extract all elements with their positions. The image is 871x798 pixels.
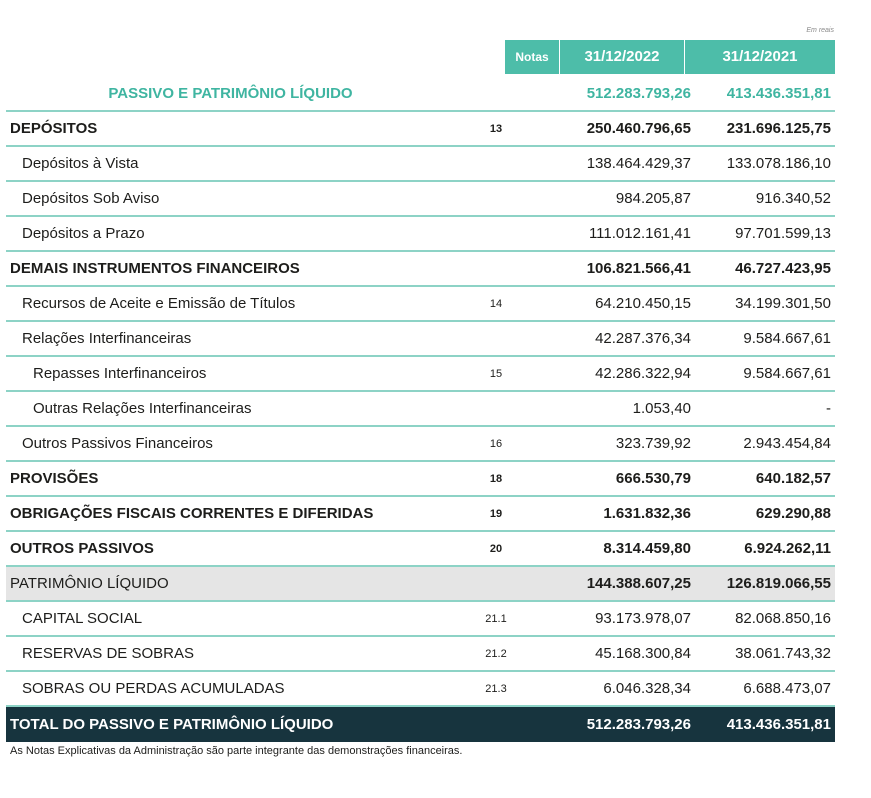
table-row: [6, 287, 835, 322]
table-row: [6, 427, 835, 462]
title-value-2022: 512.283.793,26: [586, 85, 691, 102]
row-nota: 21.1: [485, 612, 507, 625]
row-value-2022: 42.287.376,34: [595, 330, 691, 347]
header-2021: 31/12/2021: [684, 40, 835, 74]
table-row: [6, 462, 835, 497]
table-row: [6, 497, 835, 532]
table-row: [6, 322, 835, 357]
row-value-2021: 46.727.423,95: [735, 260, 831, 277]
row-value-2022: 93.173.978,07: [595, 610, 691, 627]
row-label: OUTROS PASSIVOS: [10, 540, 154, 557]
row-label: PATRIMÔNIO LÍQUIDO: [10, 575, 169, 592]
header-notas: Notas: [515, 50, 549, 64]
row-nota: 13: [489, 122, 503, 135]
row-value-2021: 133.078.186,10: [726, 155, 831, 172]
row-value-2022: 144.388.607,25: [586, 575, 691, 592]
row-value-2022: 45.168.300,84: [595, 645, 691, 662]
row-label: OBRIGAÇÕES FISCAIS CORRENTES E DIFERIDAS: [10, 505, 374, 522]
row-value-2021: 9.584.667,61: [743, 330, 831, 347]
row-nota: 21.2: [485, 647, 507, 660]
row-value-2022: 111.012.161,41: [588, 225, 691, 242]
row-label: Outras Relações Interfinanceiras: [33, 400, 252, 417]
row-label: Depósitos à Vista: [22, 155, 139, 172]
row-value-2021: 916.340,52: [755, 190, 831, 207]
table-row: [6, 182, 835, 217]
row-value-2021: 6.924.262,11: [744, 540, 831, 557]
table-row: [6, 392, 835, 427]
row-value-2021: 9.584.667,61: [743, 365, 831, 382]
row-value-2022: 6.046.328,34: [603, 680, 691, 697]
table-row: [6, 357, 835, 392]
total-label: TOTAL DO PASSIVO E PATRIMÔNIO LÍQUIDO: [10, 716, 334, 733]
table-row: [6, 672, 835, 707]
row-nota: 20: [489, 542, 503, 555]
row-label: Depósitos a Prazo: [22, 225, 145, 242]
table-row: [6, 567, 835, 602]
title-value-2021: 413.436.351,81: [726, 85, 831, 102]
table-row: [6, 532, 835, 567]
row-label: Repasses Interfinanceiros: [33, 365, 207, 382]
row-value-2022: 666.530,79: [615, 470, 691, 487]
row-value-2021: 640.182,57: [755, 470, 831, 487]
row-value-2022: 250.460.796,65: [586, 120, 691, 137]
row-value-2022: 1.053,40: [632, 400, 691, 417]
row-value-2022: 106.821.566,41: [586, 260, 691, 277]
table-row: [6, 602, 835, 637]
title-label: PASSIVO E PATRIMÔNIO LÍQUIDO: [108, 85, 353, 102]
row-label: CAPITAL SOCIAL: [22, 610, 143, 627]
table-row: [6, 217, 835, 252]
row-value-2022: 64.210.450,15: [595, 295, 691, 312]
row-nota: 19: [489, 507, 503, 520]
row-nota: 18: [489, 472, 503, 485]
row-value-2021: 126.819.066,55: [726, 575, 831, 592]
row-value-2021: -: [826, 400, 831, 417]
row-label: DEMAIS INSTRUMENTOS FINANCEIROS: [10, 260, 300, 277]
table-header: [505, 40, 835, 74]
row-nota: 16: [489, 437, 503, 450]
row-label: SOBRAS OU PERDAS ACUMULADAS: [22, 680, 285, 697]
balance-sheet-table: [6, 77, 835, 742]
row-label: Recursos de Aceite e Emissão de Títulos: [22, 295, 296, 312]
row-value-2021: 629.290,88: [755, 505, 831, 522]
table-row: [6, 252, 835, 287]
table-row: [6, 147, 835, 182]
row-value-2022: 138.464.429,37: [586, 155, 691, 172]
row-value-2021: 82.068.850,16: [735, 610, 831, 627]
row-label: Relações Interfinanceiras: [22, 330, 192, 347]
table-row: [6, 637, 835, 672]
row-value-2021: 38.061.743,32: [735, 645, 831, 662]
row-label: Outros Passivos Financeiros: [22, 435, 213, 452]
row-value-2021: 231.696.125,75: [726, 120, 831, 137]
row-value-2021: 34.199.301,50: [735, 295, 831, 312]
row-value-2021: 6.688.473,07: [743, 680, 831, 697]
title-row: [6, 77, 835, 112]
row-value-2022: 42.286.322,94: [595, 365, 691, 382]
header-2022: 31/12/2022: [559, 40, 684, 74]
row-value-2021: 2.943.454,84: [743, 435, 831, 452]
row-label: Depósitos Sob Aviso: [22, 190, 160, 207]
unit-note: Em reais: [806, 27, 834, 34]
footnote: As Notas Explicativas da Administração são parte integrante das demonstrações financeiras.: [10, 745, 463, 757]
total-value-2021: 413.436.351,81: [726, 716, 831, 733]
row-nota: 14: [489, 297, 503, 310]
row-value-2022: 984.205,87: [615, 190, 691, 207]
row-value-2022: 8.314.459,80: [603, 540, 691, 557]
total-value-2022: 512.283.793,26: [586, 716, 691, 733]
row-label: PROVISÕES: [10, 470, 99, 487]
row-label: RESERVAS DE SOBRAS: [22, 645, 195, 662]
row-label: DEPÓSITOS: [10, 120, 98, 137]
row-value-2022: 1.631.832,36: [603, 505, 691, 522]
row-nota: 15: [489, 367, 503, 380]
total-row: [6, 707, 835, 742]
row-value-2021: 97.701.599,13: [735, 225, 831, 242]
row-value-2022: 323.739,92: [615, 435, 691, 452]
table-row: [6, 112, 835, 147]
row-nota: 21.3: [485, 682, 507, 695]
